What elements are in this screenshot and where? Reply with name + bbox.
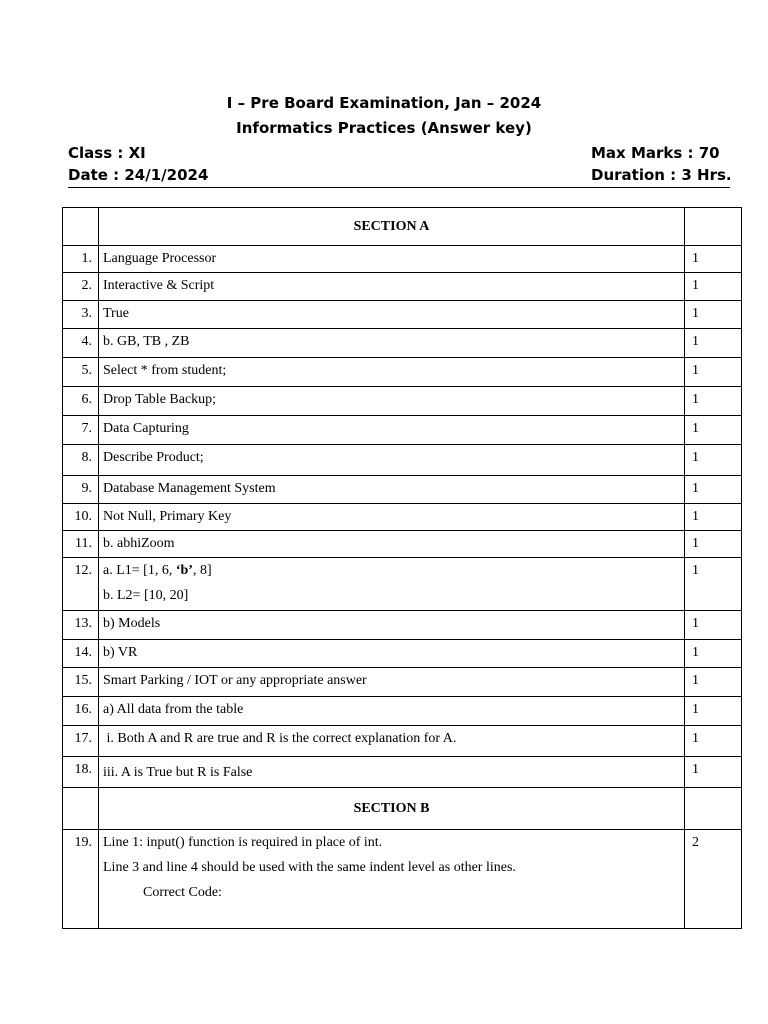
- question-number: 16.: [63, 697, 99, 726]
- answer-text: b) VR: [99, 640, 685, 668]
- marks-value: 1: [685, 246, 742, 273]
- answer-text: Not Null, Primary Key: [99, 504, 685, 531]
- marks-value: 1: [685, 531, 742, 558]
- marks-value: 1: [685, 697, 742, 726]
- answer-text: iii. A is True but R is False: [99, 757, 685, 788]
- table-row: [63, 640, 742, 668]
- question-number: 11.: [63, 531, 99, 558]
- marks-value: 1: [685, 273, 742, 301]
- question-number: 10.: [63, 504, 99, 531]
- answer-line-a: a. L1= [1, 6, ‘b’, 8]: [103, 563, 212, 578]
- question-number: 17.: [63, 726, 99, 757]
- question-number: 12.: [63, 558, 99, 611]
- answer-text: Database Management System: [99, 476, 685, 504]
- answer-key-table: [62, 207, 742, 929]
- section-b-header-row: [63, 788, 742, 830]
- answer-text: Language Processor: [99, 246, 685, 273]
- marks-value: 1: [685, 640, 742, 668]
- section-a-title: SECTION A: [99, 208, 685, 246]
- table-row: [63, 387, 742, 416]
- table-row: [63, 504, 742, 531]
- bold-token: ‘b’: [175, 563, 193, 578]
- marks-value: 1: [685, 329, 742, 358]
- table-row: [63, 830, 742, 929]
- answer-text: [99, 558, 685, 611]
- header-rule: [68, 187, 730, 188]
- question-number: 14.: [63, 640, 99, 668]
- question-number: 7.: [63, 416, 99, 445]
- answer-text: Describe Product;: [99, 445, 685, 476]
- question-number: 5.: [63, 358, 99, 387]
- marks-value: 1: [685, 445, 742, 476]
- max-marks-label: Max Marks : 70: [591, 144, 720, 162]
- marks-value: 1: [685, 301, 742, 329]
- date-label: Date : 24/1/2024: [68, 166, 209, 184]
- question-number: 3.: [63, 301, 99, 329]
- table-row: [63, 726, 742, 757]
- marks-value: 1: [685, 668, 742, 697]
- table-row: [63, 358, 742, 387]
- question-number: 4.: [63, 329, 99, 358]
- marks-value: 1: [685, 757, 742, 788]
- marks-value: 1: [685, 611, 742, 640]
- class-label: Class : XI: [68, 144, 146, 162]
- table-row: [63, 273, 742, 301]
- answer-text: b. GB, TB , ZB: [99, 329, 685, 358]
- question-number: 13.: [63, 611, 99, 640]
- question-number: 9.: [63, 476, 99, 504]
- answer-text: Interactive & Script: [99, 273, 685, 301]
- marks-value: 1: [685, 416, 742, 445]
- marks-value: 1: [685, 726, 742, 757]
- answer-text: a) All data from the table: [99, 697, 685, 726]
- answer-text: Smart Parking / IOT or any appropriate answer: [99, 668, 685, 697]
- table-row: [63, 329, 742, 358]
- marks-value: 1: [685, 387, 742, 416]
- table-row: [63, 611, 742, 640]
- table-row: [63, 668, 742, 697]
- question-number: 19.: [63, 830, 99, 929]
- answer-text: Data Capturing: [99, 416, 685, 445]
- answer-text: b) Models: [99, 611, 685, 640]
- section-b-title: SECTION B: [99, 788, 685, 830]
- answer-text: i. Both A and R are true and R is the correct explanation for A.: [99, 726, 685, 757]
- marks-value: 1: [685, 476, 742, 504]
- table-row: [63, 558, 742, 611]
- answer-text: [99, 830, 685, 929]
- table-row: [63, 531, 742, 558]
- duration-label: Duration : 3 Hrs.: [591, 166, 732, 184]
- answer-text: True: [99, 301, 685, 329]
- answer-line-2: Line 3 and line 4 should be used with the same indent level as other lines.: [103, 860, 516, 875]
- table-row: [63, 301, 742, 329]
- marks-value: 1: [685, 358, 742, 387]
- question-number: 8.: [63, 445, 99, 476]
- table-row: [63, 445, 742, 476]
- exam-title: I – Pre Board Examination, Jan – 2024: [226, 94, 542, 112]
- question-number: 1.: [63, 246, 99, 273]
- answer-line-1: Line 1: input() function is required in place of int.: [103, 835, 383, 850]
- answer-text: b. abhiZoom: [99, 531, 685, 558]
- marks-value: 2: [685, 830, 742, 929]
- table-row: [63, 757, 742, 788]
- subject-title: Informatics Practices (Answer key): [236, 119, 532, 137]
- answer-text: Select * from student;: [99, 358, 685, 387]
- answer-text: Drop Table Backup;: [99, 387, 685, 416]
- question-number: 18.: [63, 757, 99, 788]
- correct-code-label: Correct Code:: [143, 885, 222, 900]
- table-row: [63, 697, 742, 726]
- answer-line-b: b. L2= [10, 20]: [103, 588, 189, 603]
- marks-value: 1: [685, 504, 742, 531]
- question-number: 15.: [63, 668, 99, 697]
- section-a-header-row: [63, 208, 742, 246]
- table-row: [63, 476, 742, 504]
- table-row: [63, 246, 742, 273]
- question-number: 2.: [63, 273, 99, 301]
- table-row: [63, 416, 742, 445]
- question-number: 6.: [63, 387, 99, 416]
- marks-value: 1: [685, 558, 742, 611]
